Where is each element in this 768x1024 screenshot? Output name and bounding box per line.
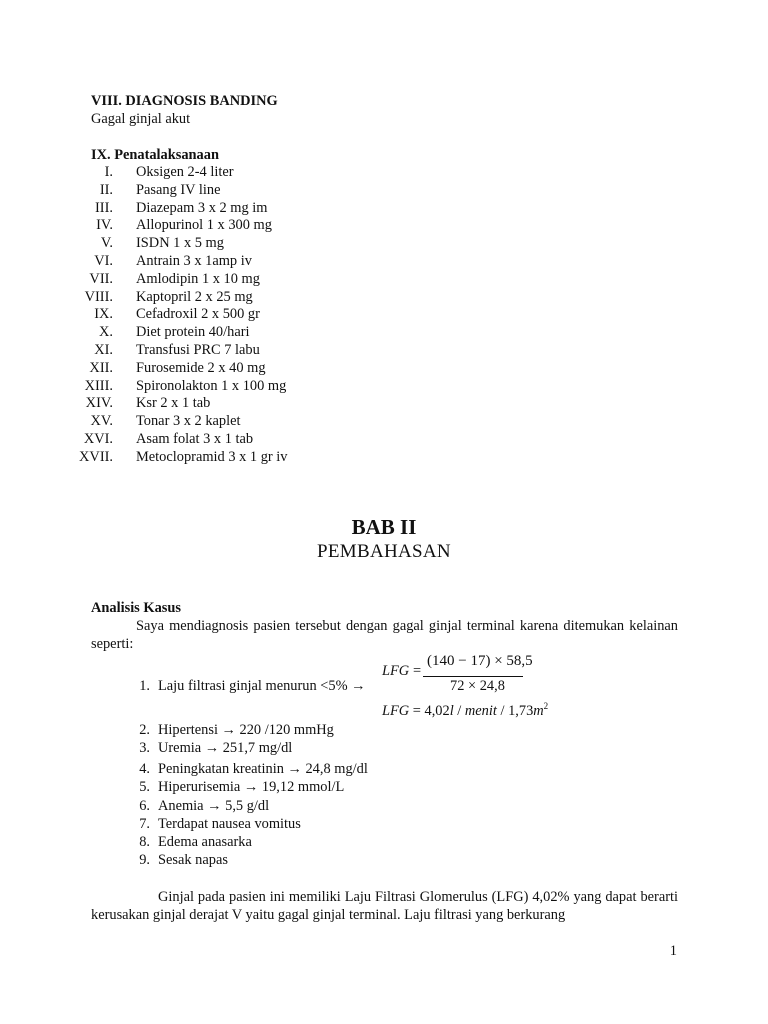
list-item <box>0 797 768 815</box>
list-item <box>0 306 768 324</box>
formula-lhs: LFG <box>382 663 410 679</box>
formula-result-unit-menit: menit <box>464 702 497 719</box>
list-item <box>0 182 768 200</box>
closing-paragraph: Ginjal pada pasien ini memiliki Laju Filtrasi Glomerulus (LFG) 4,02% yang dapat berarti kerusakan ginjal derajat V yaitu gagal ginjal terminal. Laju filtrasi yang berkurang <box>91 889 678 923</box>
list-item-number: XIV. <box>85 395 113 412</box>
formula-numerator: (140 − 17) × 58,5 <box>427 653 533 669</box>
list-item <box>0 378 768 396</box>
formula-result-unit-m: m <box>533 702 544 719</box>
analysis-heading: Analisis Kasus <box>91 600 181 616</box>
list-item-text: Diazepam 3 x 2 mg im <box>136 199 268 216</box>
list-item-number: V. <box>100 235 113 252</box>
list-item-number: VI. <box>94 252 113 269</box>
formula-result-unit-l: l <box>449 702 454 719</box>
list-item-text: Sesak napas <box>158 852 228 868</box>
list-item <box>0 413 768 431</box>
treatment-heading: IX. Penatalaksanaan <box>91 147 219 163</box>
list-item-number: 3. <box>139 740 150 756</box>
list-item-number: 9. <box>139 852 150 868</box>
list-item-text: Laju filtrasi ginjal menurun <5% → <box>158 678 366 694</box>
list-item <box>0 739 768 757</box>
list-item-number: 7. <box>139 816 150 832</box>
list-item-text: Metoclopramid 3 x 1 gr iv <box>136 448 288 465</box>
formula-result-lhs: LFG <box>382 702 410 719</box>
list-item <box>0 200 768 218</box>
treatment-list <box>0 164 768 467</box>
list-item <box>0 360 768 378</box>
list-item-number: X. <box>99 324 113 341</box>
list-item <box>0 395 768 413</box>
list-item <box>0 253 768 271</box>
formula-fraction-bar <box>423 676 523 677</box>
formula-result-area: 1,73 <box>508 702 534 719</box>
list-item <box>0 324 768 342</box>
list-item-text: Spironolakton 1 x 100 mg <box>136 377 287 394</box>
list-item <box>0 833 768 851</box>
list-item-text: Amlodipin 1 x 10 mg <box>136 270 260 287</box>
list-item-number: 6. <box>139 798 150 814</box>
list-item-text: Hiperurisemia → 19,12 mmol/L <box>158 779 345 795</box>
list-item-number: VIII. <box>84 288 113 305</box>
list-item-number: VII. <box>89 270 113 287</box>
list-item-number: IV. <box>96 217 113 234</box>
list-item-number: IX. <box>94 306 113 323</box>
list-item-text: Peningkatan kreatinin → 24,8 mg/dl <box>158 761 368 777</box>
chapter-number: BAB II <box>351 515 417 539</box>
list-item-number: 1. <box>139 678 150 694</box>
formula-result-exponent: 2 <box>543 701 549 711</box>
list-item-number: I. <box>104 164 113 180</box>
diagnosis-heading: VIII. DIAGNOSIS BANDING <box>91 93 278 109</box>
list-item <box>0 217 768 235</box>
formula-equals: = <box>413 663 422 679</box>
list-item-number: II. <box>99 181 113 198</box>
list-item-text: Hipertensi → 220 /120 mmHg <box>158 722 334 738</box>
list-item-number: XIII. <box>84 377 113 394</box>
list-item-number: XI. <box>94 341 113 358</box>
list-item-text: Anemia → 5,5 g/dl <box>158 798 270 814</box>
diagnosis-text: Gagal ginjal akut <box>91 111 191 127</box>
list-item-text: Asam folat 3 x 1 tab <box>136 430 254 447</box>
list-item <box>0 449 768 467</box>
analysis-intro: Saya mendiagnosis pasien tersebut dengan gagal ginjal terminal karena ditemukan kelainan seperti: <box>91 618 678 652</box>
list-item-text: Kaptopril 2 x 25 mg <box>136 288 253 305</box>
list-item-text: Terdapat nausea vomitus <box>158 816 301 832</box>
list-item <box>0 815 768 833</box>
formula-result-sep: / <box>453 702 465 719</box>
list-item-text: Ksr 2 x 1 tab <box>136 395 211 412</box>
list-item-number: 2. <box>139 722 150 738</box>
list-item-text: Furosemide 2 x 40 mg <box>136 359 266 376</box>
list-item-text: ISDN 1 x 5 mg <box>136 235 224 252</box>
list-item <box>0 760 768 778</box>
list-item <box>0 721 768 739</box>
list-item <box>0 235 768 253</box>
list-item-text: Tonar 3 x 2 kaplet <box>136 413 241 430</box>
list-item <box>0 164 768 182</box>
list-item-number: XII. <box>89 359 113 376</box>
list-item <box>0 778 768 796</box>
formula-result: LFG = 4,02l / menit / $1,73m^2$ <box>382 701 549 719</box>
list-item-text: Pasang IV line <box>136 181 221 198</box>
list-item-number: 8. <box>139 834 150 850</box>
list-item <box>0 271 768 289</box>
list-item-text: Antrain 3 x 1amp iv <box>136 252 252 269</box>
list-item-text: Edema anasarka <box>158 834 252 850</box>
chapter-title: PEMBAHASAN <box>317 541 451 562</box>
list-item-text: Diet protein 40/hari <box>136 324 250 341</box>
formula-result-value: 4,02 <box>424 702 450 719</box>
list-item-number: XVII. <box>79 448 113 465</box>
list-item-number: XVI. <box>83 430 113 447</box>
list-item <box>0 342 768 360</box>
list-item-number: III. <box>95 199 113 216</box>
list-item-text: Uremia → 251,7 mg/dl <box>158 740 293 756</box>
list-item <box>0 431 768 449</box>
list-item-number: XV. <box>90 413 113 430</box>
page-number: 1 <box>669 943 677 959</box>
list-item <box>0 851 768 869</box>
list-item-number: 4. <box>139 761 150 777</box>
list-item-number: 5. <box>139 779 150 795</box>
list-item-text: Oksigen 2-4 liter <box>136 164 234 180</box>
formula-result-sep: / <box>496 702 509 719</box>
list-item-text: Allopurinol 1 x 300 mg <box>136 217 272 234</box>
list-item <box>0 289 768 307</box>
list-item-text: Transfusi PRC 7 labu <box>136 341 260 358</box>
list-item-text: Cefadroxil 2 x 500 gr <box>136 306 260 323</box>
formula-denominator: 72 × 24,8 <box>450 678 505 694</box>
